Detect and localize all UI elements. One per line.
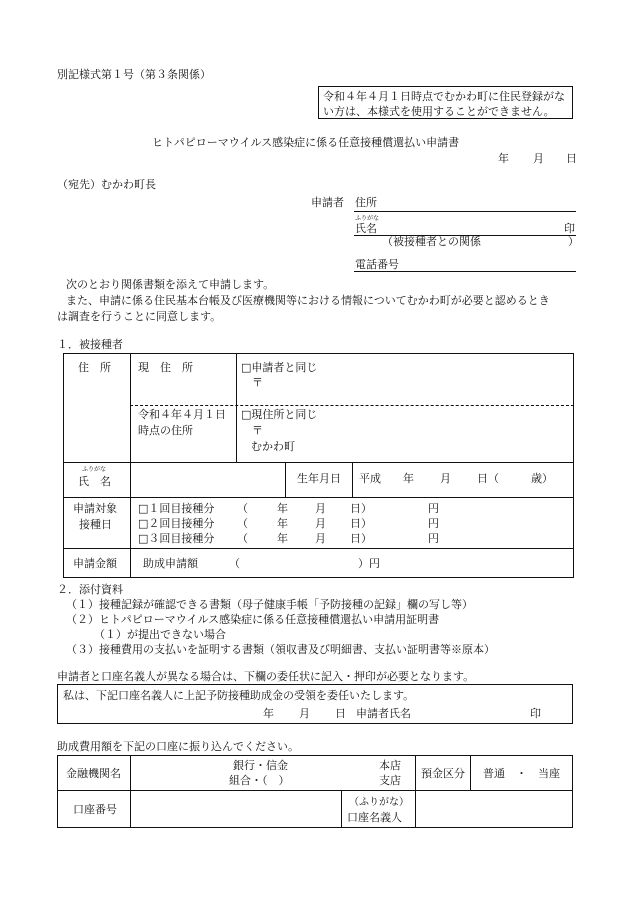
branch-sub: 支店 bbox=[379, 774, 401, 787]
date-day: 日 bbox=[566, 152, 577, 165]
same-as-current-checkbox[interactable]: □現住所と同じ bbox=[241, 408, 318, 421]
phone-label: 電話番号 bbox=[355, 258, 399, 271]
bank-col-4 bbox=[470, 755, 471, 790]
delegation-seal: 印 bbox=[530, 707, 541, 720]
dose-2-day: 日） bbox=[350, 517, 372, 530]
birth-year: 年 bbox=[403, 472, 414, 485]
row-line-2 bbox=[63, 497, 574, 498]
intro-line-3: は調査を行うことに同意します。 bbox=[57, 310, 222, 323]
birth-day: 日（ bbox=[477, 472, 499, 485]
bank-types-2: 組合・（ ） bbox=[229, 774, 290, 787]
dose-1-checkbox[interactable]: □１回目接種分 bbox=[138, 502, 215, 515]
applicant-label: 申請者 bbox=[311, 196, 344, 209]
attachment-2-condition: （１）が提出できない場合 bbox=[94, 628, 226, 641]
bank-col-3 bbox=[415, 755, 416, 828]
date-month: 月 bbox=[533, 152, 544, 165]
delegation-day: 日 bbox=[335, 707, 346, 720]
age: 歳） bbox=[531, 472, 553, 485]
address-divider bbox=[130, 405, 574, 406]
dose-1-year: 年 bbox=[277, 502, 288, 515]
dose-2-month: 月 bbox=[315, 517, 326, 530]
delegation-text: 私は、下記口座名義人に上記予防接種助成金の受領を委任いたします。 bbox=[63, 689, 415, 702]
table-col-1 bbox=[130, 353, 131, 578]
dose-1-month: 月 bbox=[315, 502, 326, 515]
bank-col-2 bbox=[341, 790, 342, 828]
recipient-address-label: 住 所 bbox=[78, 361, 111, 374]
dose-2-open: （ bbox=[237, 517, 248, 530]
section2-heading: ２．添付資料 bbox=[57, 583, 123, 596]
bank-table bbox=[57, 755, 573, 828]
recipient-furigana: ふりがな bbox=[82, 466, 107, 473]
delegation-applicant-name: 申請者氏名 bbox=[356, 707, 411, 720]
dose-1-yen: 円 bbox=[428, 502, 439, 515]
r4-address-label-1: 令和４年４月１日 bbox=[138, 408, 226, 421]
institution-label: 金融機関名 bbox=[66, 767, 121, 780]
same-as-applicant-checkbox[interactable]: □申請者と同じ bbox=[241, 361, 318, 374]
birth-label: 生年月日 bbox=[297, 472, 341, 485]
dose-3-day: 日） bbox=[350, 532, 372, 545]
subsidy-open: （ bbox=[229, 557, 240, 570]
intro-line-2: また、申請に係る住民基本台帳及び医療機関等における情報についてむかわ町が必要と認めるとき bbox=[66, 294, 550, 307]
delegation-month: 月 bbox=[299, 707, 310, 720]
bank-types-1: 銀行・信金 bbox=[233, 759, 288, 772]
postal-mark: 〒 bbox=[252, 376, 263, 389]
town-name: むかわ町 bbox=[251, 440, 295, 453]
holder-label: 口座名義人 bbox=[347, 811, 402, 824]
addressee: （宛先）むかわ町長 bbox=[57, 178, 156, 191]
subsidy-label: 助成申請額 bbox=[143, 557, 198, 570]
dose-1-open: （ bbox=[237, 502, 248, 515]
section1-heading: １．被接種者 bbox=[57, 338, 123, 351]
delegation-year: 年 bbox=[263, 707, 274, 720]
date-year: 年 bbox=[498, 152, 509, 165]
relation-close: ） bbox=[568, 235, 579, 248]
dose-3-checkbox[interactable]: □３回目接種分 bbox=[138, 532, 215, 545]
attachment-3: （３）接種費用の支払いを証明する書類（領収書及び明細書、支払い証明書等※原本） bbox=[66, 643, 495, 656]
applicant-name-label: 氏名 bbox=[355, 222, 377, 235]
bank-row-line bbox=[57, 790, 573, 791]
postal-mark-2: 〒 bbox=[252, 424, 263, 437]
dose-3-open: （ bbox=[237, 532, 248, 545]
branch-main: 本店 bbox=[379, 759, 401, 772]
relation-open: （被接種者との関係 bbox=[382, 235, 481, 248]
applicant-address-label: 住所 bbox=[355, 196, 377, 209]
recipient-name-label: 氏 名 bbox=[78, 475, 111, 488]
target-label-1: 申請対象 bbox=[73, 502, 117, 515]
dose-1-day: 日） bbox=[350, 502, 372, 515]
deposit-types: 普通 ・ 当座 bbox=[483, 767, 560, 780]
birth-month: 月 bbox=[440, 472, 451, 485]
phone-underline bbox=[354, 271, 576, 272]
document-title: ヒトパピローマウイルス感染症に係る任意接種償還払い申請書 bbox=[152, 136, 460, 149]
holder-furigana: （ふりがな） bbox=[349, 797, 409, 808]
applicant-furigana: ふりがな bbox=[355, 215, 380, 222]
birth-era: 平成 bbox=[359, 472, 381, 485]
bank-col-1 bbox=[130, 755, 131, 828]
row-line-1 bbox=[63, 462, 574, 463]
applicant-seal: 印 bbox=[564, 222, 575, 235]
dose-2-year: 年 bbox=[277, 517, 288, 530]
dose-3-year: 年 bbox=[277, 532, 288, 545]
dose-3-yen: 円 bbox=[428, 532, 439, 545]
account-number-label: 口座番号 bbox=[73, 803, 117, 816]
form-number: 別記様式第１号（第３条関係） bbox=[57, 68, 211, 81]
current-address-label: 現 住 所 bbox=[138, 361, 193, 374]
bank-intro: 助成費用額を下記の口座に振り込んでください。 bbox=[57, 740, 299, 753]
address-underline bbox=[354, 211, 576, 212]
intro-line-1: 次のとおり関係書類を添えて申請します。 bbox=[66, 278, 275, 291]
dose-2-yen: 円 bbox=[428, 517, 439, 530]
table-col-2 bbox=[236, 353, 237, 462]
subsidy-close: ）円 bbox=[358, 557, 380, 570]
deposit-type-label: 預金区分 bbox=[421, 767, 465, 780]
r4-address-label-2: 時点の住所 bbox=[138, 424, 193, 437]
dose-2-checkbox[interactable]: □２回目接種分 bbox=[138, 517, 215, 530]
amount-label: 申請金額 bbox=[73, 557, 117, 570]
target-label-2: 接種日 bbox=[79, 518, 112, 531]
row-line-3 bbox=[63, 548, 574, 549]
attachment-1: （１）接種記録が確認できる書類（母子健康手帳「予防接種の記録」欄の写し等） bbox=[66, 598, 473, 611]
eligibility-notice: 令和４年４月１日時点でむかわ町に住民登録がない方は、本様式を使用することができません。 bbox=[318, 86, 573, 119]
delegation-note: 申請者と口座名義人が異なる場合は、下欄の委任状に記入・押印が必要となります。 bbox=[57, 670, 475, 683]
table-col-4 bbox=[352, 462, 353, 497]
dose-3-month: 月 bbox=[315, 532, 326, 545]
attachment-2: （２）ヒトパピローマウイルス感染症に係る任意接種償還払い申請用証明書 bbox=[66, 613, 440, 626]
table-col-3 bbox=[285, 462, 286, 497]
